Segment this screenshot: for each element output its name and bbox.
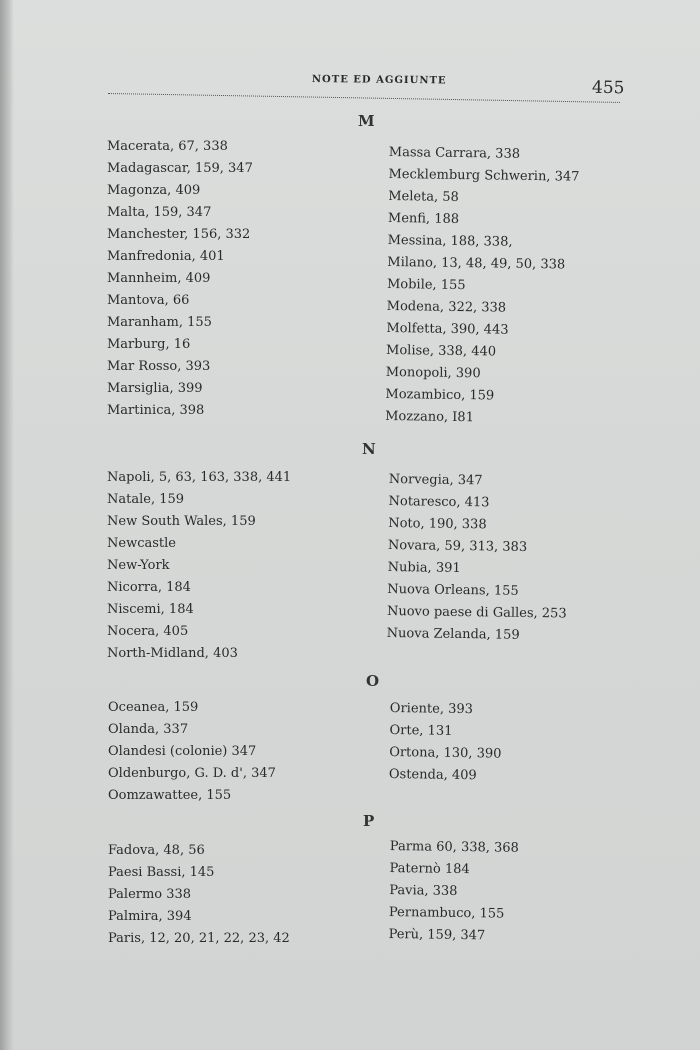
section-n-left-column (107, 467, 291, 665)
index-entry: Manchester, 156, 332 (107, 227, 251, 242)
index-entry: Malta, 159, 347 (107, 205, 212, 220)
index-entry: Nuova Zelanda, 159 (386, 625, 520, 643)
index-entry: Messina, 188, 338, (387, 232, 513, 250)
index-entry: New South Wales, 159 (107, 514, 256, 529)
section-n-right-column (387, 469, 569, 647)
index-entry: Nocera, 405 (107, 624, 189, 639)
index-entry: Oomzawattee, 155 (108, 788, 232, 803)
index-entry: North-Midland, 403 (107, 646, 238, 661)
index-entry: Modena, 322, 338 (386, 298, 507, 316)
index-entry: Madagascar, 159, 347 (107, 161, 253, 176)
index-entry: Mobile, 155 (386, 276, 466, 294)
index-entry: Mantova, 66 (107, 293, 190, 308)
index-entry: Nubia, 391 (387, 559, 461, 577)
index-entry: Napoli, 5, 63, 163, 338, 441 (107, 470, 292, 485)
index-entry: Oceanea, 159 (108, 700, 199, 715)
index-entry: Menfi, 188 (387, 210, 460, 227)
index-entry: Mannheim, 409 (107, 271, 211, 286)
index-entry: Newcastle (107, 536, 176, 551)
section-m-right-column (385, 142, 580, 431)
section-o-left-column (108, 697, 276, 807)
index-entry: Ostenda, 409 (388, 766, 477, 784)
index-entry: Oldenburgo, G. D. d', 347 (108, 766, 276, 781)
index-entry: Monopoli, 390 (385, 364, 481, 382)
index-entry: Marburg, 16 (107, 337, 191, 352)
index-entry: Fadova, 48, 56 (108, 843, 205, 858)
index-entry: Palmira, 394 (108, 909, 192, 924)
index-entry: Meleta, 58 (388, 188, 459, 205)
index-entry: Martinica, 398 (107, 403, 205, 418)
index-entry: Perù, 159, 347 (388, 926, 486, 944)
section-p-left-column (108, 840, 290, 950)
index-entry: Mar Rosso, 393 (107, 359, 211, 374)
index-entry: Mozzano, I81 (385, 408, 474, 426)
section-letter-o: O (366, 672, 379, 690)
page-number: 455 (591, 77, 625, 99)
index-entry: Noto, 190, 338 (388, 515, 487, 533)
index-entry: Niscemi, 184 (107, 602, 194, 617)
index-entry: Mozambico, 159 (385, 386, 495, 404)
index-entry: Pernambuco, 155 (388, 904, 505, 922)
index-entry: Olanda, 337 (108, 722, 189, 737)
section-p-right-column (388, 836, 519, 948)
index-entry: Parma 60, 338, 368 (389, 838, 519, 856)
header-rule (108, 93, 620, 103)
index-entry: Natale, 159 (107, 492, 185, 507)
index-entry: Nuova Orleans, 155 (387, 581, 519, 599)
index-entry: Oriente, 393 (389, 700, 474, 718)
index-entry: Mecklemburg Schwerin, 347 (388, 166, 580, 185)
index-entry: Nuovo paese di Galles, 253 (386, 603, 567, 622)
index-entry: Maranham, 155 (107, 315, 212, 330)
section-letter-n: N (362, 440, 375, 458)
section-letter-m: M (358, 112, 374, 130)
running-header: NOTE ED AGGIUNTE (311, 74, 447, 87)
index-entry: Massa Carrara, 338 (388, 144, 521, 162)
index-entry: Magonza, 409 (107, 183, 201, 198)
index-entry: Ortona, 130, 390 (389, 744, 502, 762)
index-entry: Macerata, 67, 338 (107, 139, 228, 154)
section-o-right-column (389, 698, 502, 788)
index-entry: Paesi Bassi, 145 (108, 865, 215, 880)
index-entry: Palermo 338 (108, 887, 192, 902)
page-binding-shadow (0, 0, 14, 1050)
index-entry: Notaresco, 413 (388, 493, 490, 511)
index-entry: Paternò 184 (389, 860, 470, 878)
index-entry: Manfredonia, 401 (107, 249, 225, 264)
index-entry: Olandesi (colonie) 347 (108, 744, 257, 759)
index-entry: Molise, 338, 440 (385, 342, 497, 360)
index-entry: Milano, 13, 48, 49, 50, 338 (387, 254, 566, 273)
index-entry: New-York (107, 558, 170, 573)
index-entry: Norvegia, 347 (388, 471, 483, 489)
index-entry: Pavia, 338 (389, 882, 458, 899)
index-entry: Marsiglia, 399 (107, 381, 203, 396)
index-entry: Paris, 12, 20, 21, 22, 23, 42 (108, 931, 290, 946)
index-entry: Orte, 131 (389, 722, 453, 739)
section-m-left-column (107, 136, 253, 422)
index-entry: Molfetta, 390, 443 (386, 320, 509, 338)
section-letter-p: P (363, 812, 374, 830)
index-entry: Nicorra, 184 (107, 580, 191, 595)
index-entry: Novara, 59, 313, 383 (387, 537, 528, 555)
